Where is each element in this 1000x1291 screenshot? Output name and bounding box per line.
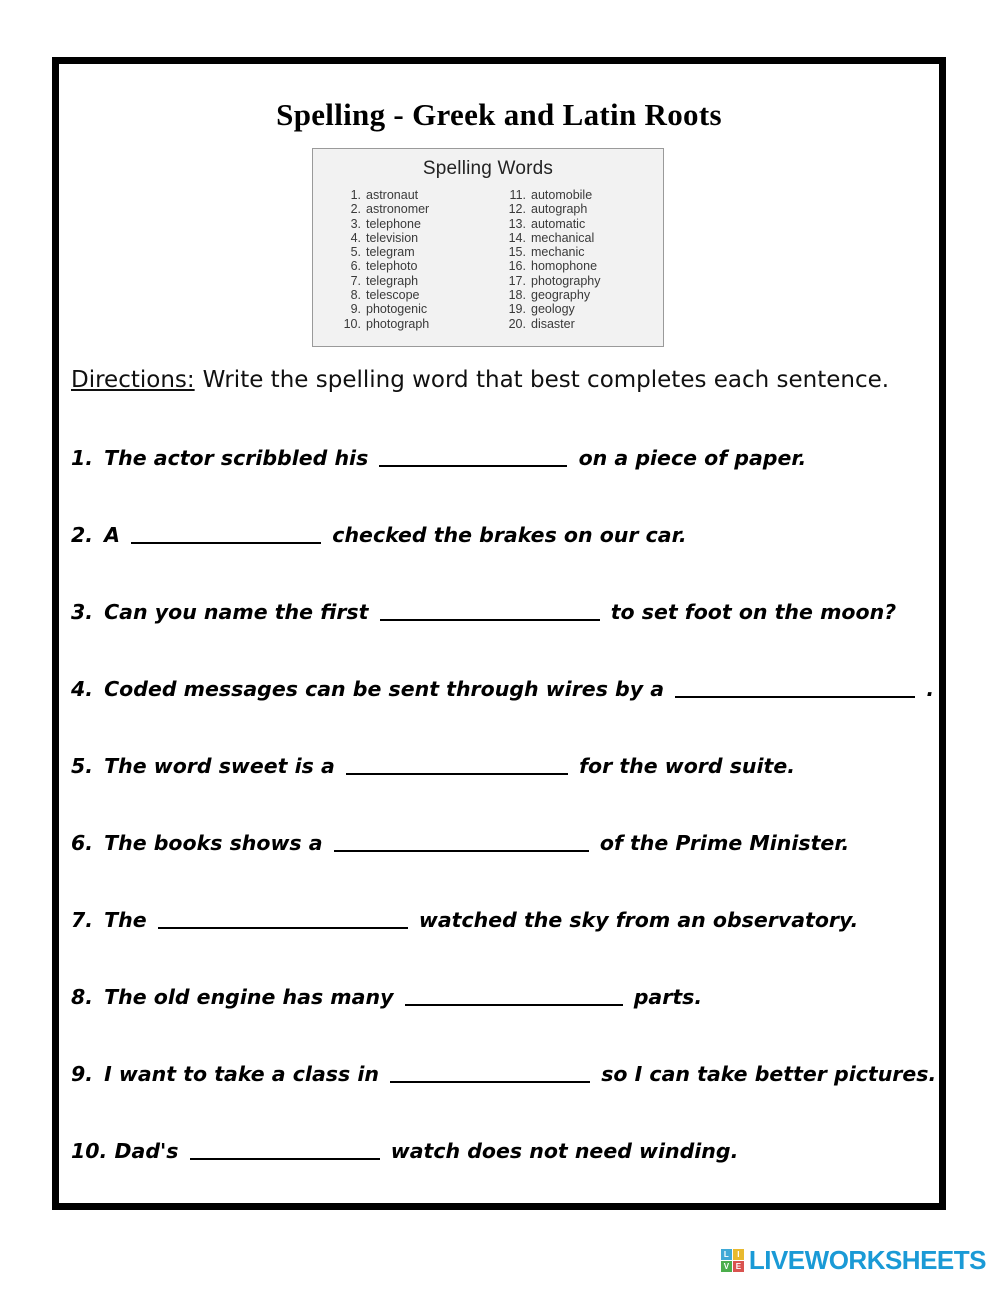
question-row-5 — [71, 753, 937, 779]
list-item — [337, 274, 488, 288]
question-text-before: A — [104, 523, 121, 547]
question-text-after: on a piece of paper. — [578, 446, 807, 470]
answer-blank-10[interactable] — [190, 1138, 380, 1160]
word-text: geography — [531, 288, 591, 303]
word-number: 18. — [508, 288, 526, 303]
word-text: mechanical — [531, 230, 595, 245]
word-number: 4. — [350, 230, 361, 245]
word-text: photography — [531, 273, 601, 288]
word-text: disaster — [531, 316, 575, 331]
word-number: 9. — [350, 302, 361, 317]
directions-label: Directions: — [71, 367, 195, 393]
question-text-after: watched the sky from an observatory. — [418, 908, 859, 932]
question-text-after: watch does not need winding. — [390, 1139, 739, 1163]
word-number: 6. — [350, 259, 361, 274]
word-number: 15. — [508, 245, 526, 260]
answer-blank-1[interactable] — [379, 445, 567, 467]
list-item — [337, 217, 488, 231]
questions-list — [71, 445, 937, 1215]
question-text-before: The word sweet is a — [104, 754, 335, 778]
word-text: mechanic — [531, 245, 585, 260]
word-text: automobile — [531, 188, 593, 202]
word-number: 2. — [350, 202, 361, 217]
word-number: 5. — [350, 245, 361, 260]
word-text: telegraph — [366, 273, 419, 288]
word-number: 8. — [350, 288, 361, 303]
logo-letter-v: V — [721, 1261, 732, 1272]
word-text: photograph — [366, 316, 430, 331]
list-item — [337, 231, 488, 245]
liveworksheets-mark-icon — [721, 1249, 744, 1272]
question-text-after: to set foot on the moon? — [610, 600, 897, 624]
logo-letter-e: E — [733, 1261, 744, 1272]
answer-blank-7[interactable] — [158, 907, 408, 929]
question-row-1 — [71, 445, 937, 471]
list-item — [337, 288, 488, 302]
word-number: 11. — [509, 188, 526, 202]
question-row-2 — [71, 522, 937, 548]
question-row-9 — [71, 1061, 937, 1087]
word-number: 19. — [508, 302, 526, 317]
spelling-words-heading: Spelling Words — [422, 158, 554, 179]
answer-blank-8[interactable] — [405, 984, 623, 1006]
spelling-words-left-column — [329, 188, 488, 331]
list-item — [337, 202, 488, 216]
word-number: 13. — [508, 216, 526, 231]
word-text: telegram — [366, 245, 415, 260]
word-text: television — [366, 230, 419, 245]
question-row-4 — [71, 676, 937, 702]
question-number: 8. — [71, 985, 94, 1009]
question-row-7 — [71, 907, 937, 933]
question-text-before: The actor scribbled his — [104, 446, 369, 470]
question-number: 3. — [71, 600, 94, 624]
word-number: 17. — [508, 273, 526, 288]
answer-blank-2[interactable] — [131, 522, 321, 544]
question-text-before: The books shows a — [104, 831, 323, 855]
list-item — [502, 188, 647, 202]
word-text: geology — [531, 302, 575, 317]
question-row-6 — [71, 830, 937, 856]
list-item — [502, 259, 647, 273]
spelling-words-columns — [313, 188, 663, 331]
word-number: 16. — [508, 259, 526, 274]
answer-blank-4[interactable] — [675, 676, 915, 698]
question-text-after: for the word suite. — [579, 754, 796, 778]
list-item — [337, 188, 488, 202]
question-number: 4. — [71, 677, 94, 701]
list-item — [337, 259, 488, 273]
spelling-words-right-column — [488, 188, 647, 331]
question-text-after: parts. — [633, 985, 703, 1009]
list-item — [502, 217, 647, 231]
list-item — [337, 302, 488, 316]
question-number: 5. — [71, 754, 94, 778]
question-number: 10. — [71, 1139, 108, 1163]
list-item — [337, 317, 488, 331]
spelling-words-box — [312, 148, 664, 347]
list-item — [502, 288, 647, 302]
word-number: 20. — [508, 316, 526, 331]
logo-letter-l: L — [721, 1249, 732, 1260]
list-item — [502, 317, 647, 331]
word-text: homophone — [531, 259, 598, 274]
question-text-before: The — [104, 908, 147, 932]
answer-blank-3[interactable] — [380, 599, 600, 621]
word-number: 3. — [350, 216, 361, 231]
question-row-3 — [71, 599, 937, 625]
list-item — [337, 245, 488, 259]
word-number: 12. — [508, 202, 526, 217]
worksheet-frame — [52, 57, 946, 1210]
list-item — [502, 202, 647, 216]
word-number: 10. — [343, 316, 361, 331]
answer-blank-5[interactable] — [346, 753, 568, 775]
question-text-before: Can you name the first — [104, 600, 369, 624]
word-text: photogenic — [366, 302, 428, 317]
directions-text: Write the spelling word that best completes each sentence. — [202, 367, 890, 393]
list-item — [502, 231, 647, 245]
answer-blank-9[interactable] — [390, 1061, 590, 1083]
question-number: 7. — [71, 908, 94, 932]
liveworksheets-logo[interactable] — [721, 1245, 986, 1276]
logo-letter-i: I — [733, 1249, 744, 1260]
word-text: telephoto — [366, 259, 418, 274]
question-text-after: of the Prime Minister. — [599, 831, 850, 855]
question-text-before: Dad's — [114, 1139, 179, 1163]
question-text-before: The old engine has many — [104, 985, 394, 1009]
question-number: 1. — [71, 446, 94, 470]
list-item — [502, 274, 647, 288]
question-number: 6. — [71, 831, 94, 855]
word-text: automatic — [531, 216, 586, 231]
word-number: 1. — [350, 188, 361, 202]
list-item — [502, 245, 647, 259]
directions — [71, 367, 941, 393]
question-number: 2. — [71, 523, 94, 547]
question-row-10 — [71, 1138, 937, 1164]
list-item — [502, 302, 647, 316]
question-row-8 — [71, 984, 937, 1010]
question-number: 9. — [71, 1062, 94, 1086]
question-text-after: . — [926, 677, 935, 701]
question-text-after: so I can take better pictures. — [601, 1062, 937, 1086]
word-text: astronomer — [366, 202, 430, 217]
word-number: 7. — [350, 273, 361, 288]
word-number: 14. — [508, 230, 526, 245]
word-text: astronaut — [366, 188, 419, 202]
word-text: telescope — [366, 288, 420, 303]
word-text: autograph — [531, 202, 588, 217]
page-title: Spelling - Greek and Latin Roots — [276, 97, 722, 132]
liveworksheets-wordmark: LIVEWORKSHEETS — [748, 1245, 986, 1275]
answer-blank-6[interactable] — [334, 830, 589, 852]
question-text-before: Coded messages can be sent through wires by a — [104, 677, 665, 701]
question-text-before: I want to take a class in — [104, 1062, 379, 1086]
word-text: telephone — [366, 216, 421, 231]
question-text-after: checked the brakes on our car. — [332, 523, 687, 547]
